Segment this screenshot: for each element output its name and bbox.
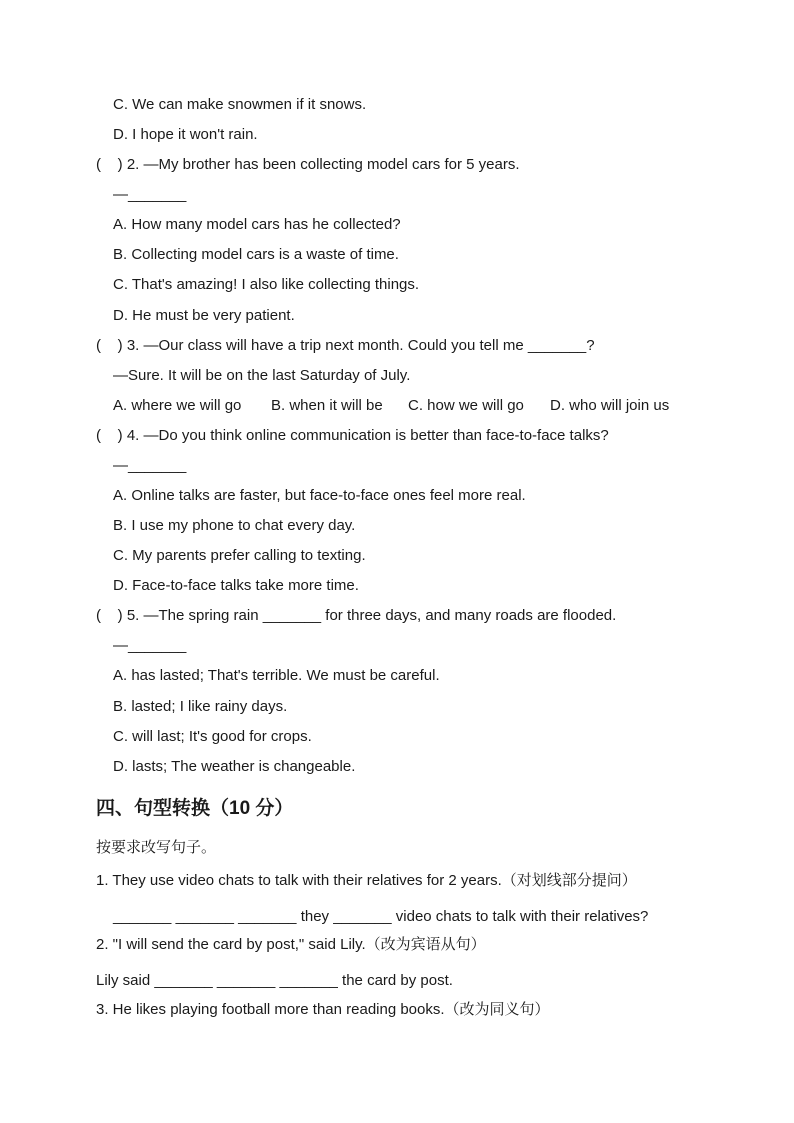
q2-option-d: D. He must be very patient. bbox=[113, 307, 295, 324]
q4-option-a: A. Online talks are faster, but face-to-face ones feel more real. bbox=[113, 487, 526, 504]
q3-stem: ( ) 3. —Our class will have a trip next month. Could you tell me _______? bbox=[96, 337, 595, 354]
q3-option-a: A. where we will go bbox=[113, 397, 242, 414]
s1-prompt: 1. They use video chats to talk with their relatives for 2 years.（对划线部分提问） bbox=[96, 872, 637, 889]
section-heading: 四、句型转换（10 分） bbox=[96, 798, 294, 819]
q4-response-blank: —_______ bbox=[113, 457, 187, 474]
q5-option-d: D. lasts; The weather is changeable. bbox=[113, 758, 356, 775]
q3-option-b: B. when it will be bbox=[271, 397, 383, 414]
s1-answer-line: _______ _______ _______ they _______ video chats to talk with their relatives? bbox=[113, 908, 649, 925]
q4-option-b: B. I use my phone to chat every day. bbox=[113, 517, 356, 534]
q1-option-d: D. I hope it won't rain. bbox=[113, 126, 258, 143]
q5-option-a: A. has lasted; That's terrible. We must be careful. bbox=[113, 667, 440, 684]
q5-stem: ( ) 5. —The spring rain _______ for three days, and many roads are flooded. bbox=[96, 607, 617, 624]
q5-response-blank: —_______ bbox=[113, 637, 187, 654]
q3-option-c: C. how we will go bbox=[408, 397, 524, 414]
q2-option-b: B. Collecting model cars is a waste of time. bbox=[113, 246, 399, 263]
q5-option-c: C. will last; It's good for crops. bbox=[113, 728, 312, 745]
s2-answer-line: Lily said _______ _______ _______ the card by post. bbox=[96, 972, 453, 989]
q4-option-d: D. Face-to-face talks take more time. bbox=[113, 577, 359, 594]
q3-response: —Sure. It will be on the last Saturday of July. bbox=[113, 367, 411, 384]
q1-option-c: C. We can make snowmen if it snows. bbox=[113, 96, 367, 113]
q5-option-b: B. lasted; I like rainy days. bbox=[113, 698, 288, 715]
s3-prompt: 3. He likes playing football more than reading books.（改为同义句） bbox=[96, 1001, 550, 1018]
q4-stem: ( ) 4. —Do you think online communication is better than face-to-face talks? bbox=[96, 427, 609, 444]
q3-option-d: D. who will join us bbox=[550, 397, 670, 414]
q2-option-a: A. How many model cars has he collected? bbox=[113, 216, 401, 233]
section-instruction: 按要求改写句子。 bbox=[96, 839, 217, 856]
q2-stem: ( ) 2. —My brother has been collecting model cars for 5 years. bbox=[96, 156, 520, 173]
s2-prompt: 2. "I will send the card by post," said Lily.（改为宾语从句） bbox=[96, 936, 486, 953]
q2-option-c: C. That's amazing! I also like collecting things. bbox=[113, 276, 420, 293]
q2-response-blank: —_______ bbox=[113, 186, 187, 203]
q4-option-c: C. My parents prefer calling to texting. bbox=[113, 547, 366, 564]
